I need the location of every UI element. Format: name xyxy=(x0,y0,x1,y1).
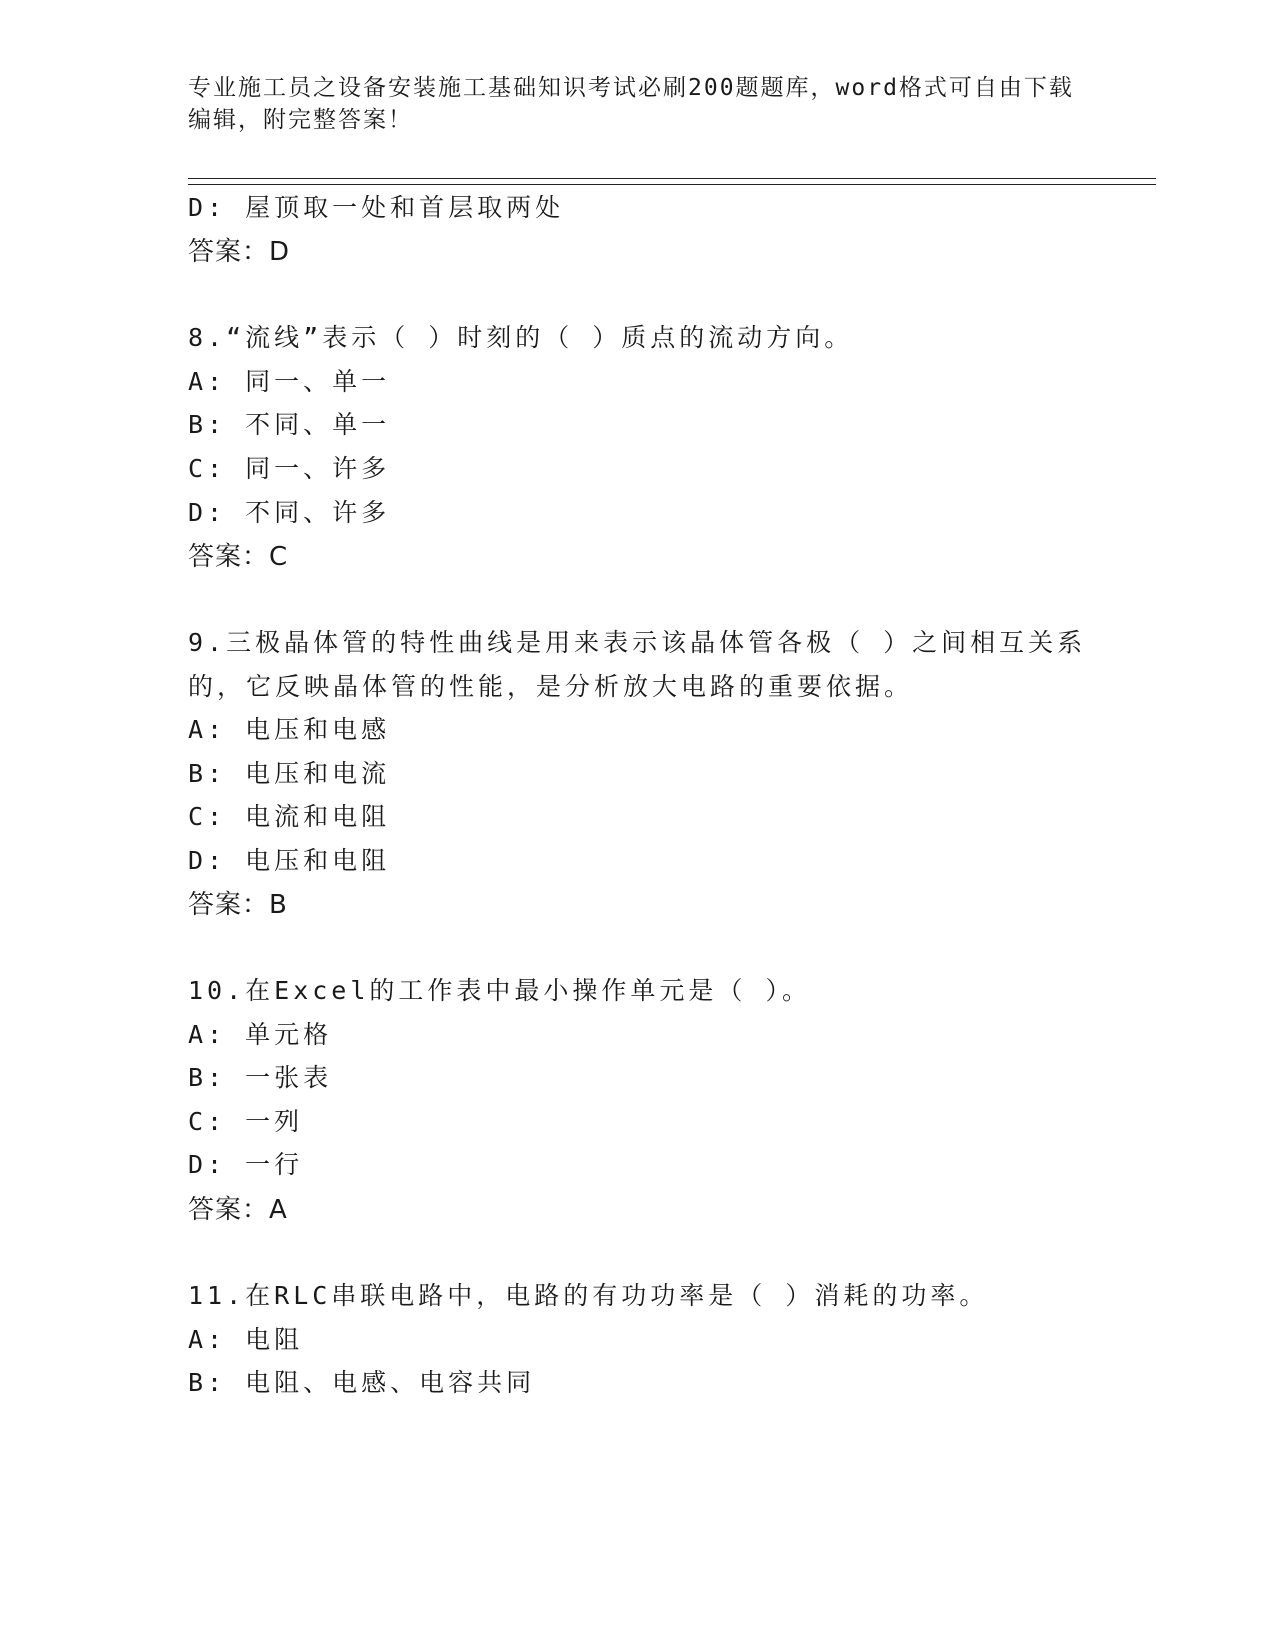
header-line-2: 编辑，附完整答案！ xyxy=(188,107,413,133)
document-header xyxy=(188,72,1088,136)
q10-stem: 10.在Excel的工作表中最小操作单元是（ ）。 xyxy=(188,976,811,1005)
q9-stem-line-2: 的，它反映晶体管的性能，是分析放大电路的重要依据。 xyxy=(188,672,914,701)
q10-option-d: D: 一行 xyxy=(188,1150,304,1179)
q11-stem: 11.在RLC串联电路中，电路的有功功率是（ ）消耗的功率。 xyxy=(188,1281,989,1310)
q9-option-d: D: 电压和电阻 xyxy=(188,846,391,875)
q8-option-d: D: 不同、许多 xyxy=(188,498,391,527)
q9-stem-line-1: 9.三极晶体管的特性曲线是用来表示该晶体管各极（ ）之间相互关系 xyxy=(188,628,1087,657)
q8-option-b: B: 不同、单一 xyxy=(188,410,391,439)
q11-option-a: A: 电阻 xyxy=(188,1325,304,1354)
q7-option-d: D: 屋顶取一处和首层取两处 xyxy=(188,193,565,222)
q8-option-c: C: 同一、许多 xyxy=(188,454,391,483)
q11-option-b: B: 电阻、电感、电容共同 xyxy=(188,1368,536,1397)
q9-option-a: A: 电压和电感 xyxy=(188,715,391,744)
q8-answer: 答案：C xyxy=(188,542,289,572)
header-divider-top xyxy=(188,178,1156,179)
q10-option-c: C: 一列 xyxy=(188,1107,304,1136)
header-divider-bottom xyxy=(188,184,1156,185)
q9-option-b: B: 电压和电流 xyxy=(188,759,391,788)
q10-option-b: B: 一张表 xyxy=(188,1063,333,1092)
q9-answer: 答案：B xyxy=(188,890,288,920)
q10-answer: 答案：A xyxy=(188,1195,288,1225)
q7-answer: 答案：D xyxy=(188,237,291,267)
q9-option-c: C: 电流和电阻 xyxy=(188,802,391,831)
header-line-1: 专业施工员之设备安装施工基础知识考试必刷200题题库，word格式可自由下载 xyxy=(188,75,1074,101)
q8-option-a: A: 同一、单一 xyxy=(188,367,391,396)
q10-option-a: A: 单元格 xyxy=(188,1020,333,1049)
q8-stem: 8.“流线”表示（ ）时刻的（ ）质点的流动方向。 xyxy=(188,323,854,352)
